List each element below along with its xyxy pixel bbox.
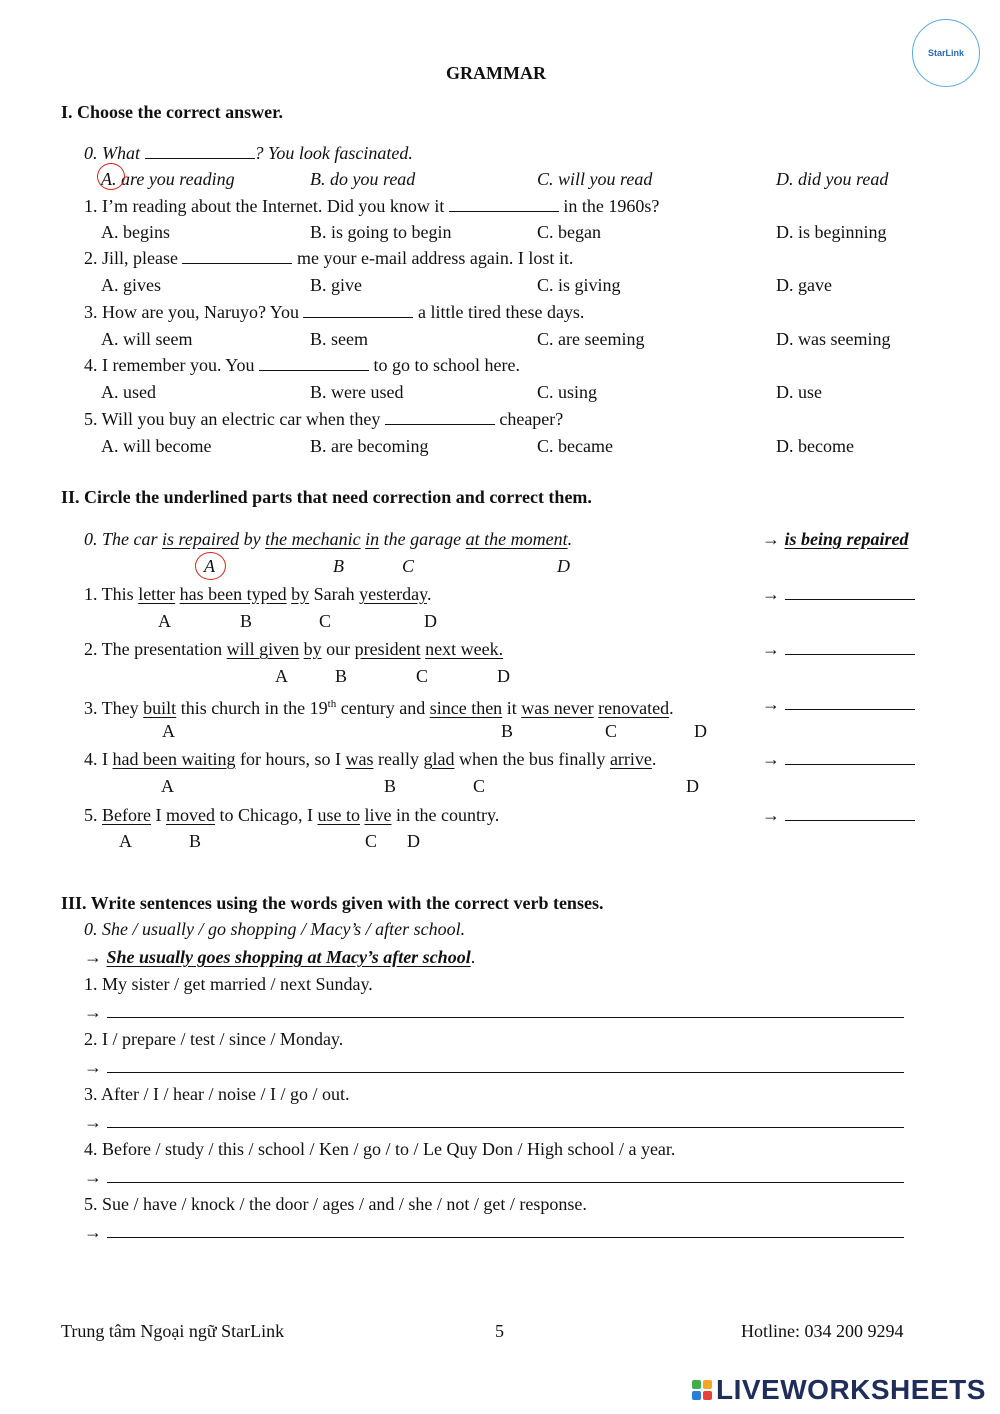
answer-blank[interactable]: [449, 196, 559, 212]
s1-example-question: [84, 142, 413, 164]
option[interactable]: B. are becoming: [310, 436, 429, 456]
text: I: [150, 805, 166, 825]
letter: B: [501, 721, 514, 741]
underlined-part[interactable]: live: [364, 805, 392, 825]
arrow-icon: →: [762, 529, 780, 549]
question-text: 5. Will you buy an electric car when they: [84, 409, 381, 429]
s3-answer-line-2: [84, 1056, 904, 1078]
underlined-part[interactable]: moved: [165, 805, 215, 825]
s1-example-pre: 0. What: [84, 143, 140, 163]
answer-line[interactable]: [107, 1112, 904, 1128]
text: by: [239, 529, 266, 549]
option[interactable]: D. is beginning: [776, 222, 887, 242]
s1-example-opt-a: A. are you reading: [101, 169, 235, 189]
underlined-part[interactable]: by: [303, 639, 322, 659]
letter: D: [694, 721, 707, 741]
letter: A: [158, 611, 171, 631]
text: in the country.: [391, 805, 500, 825]
option[interactable]: D. use: [776, 382, 822, 402]
s3-answer-line-4: [84, 1166, 904, 1188]
question-text: 1. I’m reading about the Internet. Did you know it: [84, 196, 445, 216]
s3-prompt-5: 5. Sue / have / knock / the door / ages / and / she / not / get / response.: [84, 1194, 587, 1214]
s2-sentence-2: [84, 638, 503, 660]
question-text: cheaper?: [499, 409, 564, 429]
letter: B: [240, 611, 253, 631]
s3-example-answer: → She usually goes shopping at Macy’s after school.: [84, 947, 476, 967]
underlined-part[interactable]: by: [291, 584, 310, 604]
arrow-icon: →: [84, 1057, 102, 1077]
letter: A: [119, 831, 132, 851]
letter: C: [319, 611, 332, 631]
answer-blank[interactable]: [785, 639, 915, 655]
option[interactable]: A. gives: [101, 275, 161, 295]
option[interactable]: B. give: [310, 275, 362, 295]
letter: C: [473, 776, 486, 796]
text: .: [567, 529, 573, 549]
text: .: [669, 698, 674, 718]
option[interactable]: C. became: [537, 436, 613, 456]
option[interactable]: A. will become: [101, 436, 212, 456]
underlined-part[interactable]: use to: [317, 805, 360, 825]
answer-line[interactable]: [107, 1222, 904, 1238]
text: 4. I: [84, 749, 113, 769]
answer-blank[interactable]: [785, 805, 915, 821]
s2-answer-4: [762, 748, 915, 770]
s1-question-3: [84, 301, 584, 323]
s2-sentence-5: [84, 804, 499, 826]
text: .: [651, 749, 657, 769]
option[interactable]: B. seem: [310, 329, 368, 349]
text: really: [373, 749, 424, 769]
underlined-part[interactable]: next week.: [425, 639, 504, 659]
letter: A: [161, 776, 174, 796]
underlined-part[interactable]: Before: [102, 805, 151, 825]
underlined-part[interactable]: letter: [138, 584, 176, 604]
option[interactable]: A. used: [101, 382, 156, 402]
answer-blank[interactable]: [259, 355, 369, 371]
s2-sentence-1: [84, 583, 431, 605]
s1-question-5: [84, 408, 563, 430]
underlined-part[interactable]: was never: [521, 698, 594, 718]
s3-prompt-3: 3. After / I / hear / noise / I / go / out.: [84, 1084, 350, 1104]
letter: D: [557, 556, 570, 576]
letter: D: [407, 831, 420, 851]
text: 5.: [84, 805, 102, 825]
s2-answer-1: [762, 583, 915, 605]
underlined-part[interactable]: was: [345, 749, 374, 769]
s2-example-sentence: [84, 528, 572, 550]
text: 1. This: [84, 584, 139, 604]
letter: D: [686, 776, 699, 796]
option[interactable]: D. gave: [776, 275, 832, 295]
answer-blank[interactable]: [182, 248, 292, 264]
option[interactable]: C. is giving: [537, 275, 621, 295]
letter: C: [365, 831, 378, 851]
answer-blank[interactable]: [145, 143, 255, 159]
letter: C: [416, 666, 429, 686]
answer-blank[interactable]: [303, 302, 413, 318]
answer-blank[interactable]: [785, 584, 915, 600]
s2-answer-5: [762, 804, 915, 826]
question-text: in the 1960s?: [563, 196, 660, 216]
s2-answer-2: [762, 638, 915, 660]
option[interactable]: A. begins: [101, 222, 170, 242]
s2-example-answer: [762, 528, 909, 550]
letter: B: [384, 776, 397, 796]
text: our: [321, 639, 355, 659]
question-text: to go to school here.: [373, 355, 520, 375]
footer-center-name: Trung tâm Ngoại ngữ StarLink: [61, 1321, 285, 1341]
s3-prompt-2: 2. I / prepare / test / since / Monday.: [84, 1029, 344, 1049]
red-circle-mark: [97, 163, 125, 190]
example-answer: She usually goes shopping at Macy’s after school: [106, 947, 471, 967]
text: to Chicago, I: [214, 805, 318, 825]
text: .: [426, 584, 432, 604]
logo-text: StarLink: [927, 48, 964, 58]
s3-prompt-1: 1. My sister / get married / next Sunday.: [84, 974, 373, 994]
option[interactable]: C. began: [537, 222, 601, 242]
text: 0. The car: [84, 529, 162, 549]
s3-example-prompt: 0. She / usually / go shopping / Macy’s / after school.: [84, 919, 466, 939]
arrow-icon: →: [84, 1112, 102, 1132]
option[interactable]: A. will seem: [101, 329, 193, 349]
s3-answer-line-1: [84, 1001, 904, 1023]
liveworksheets-grid-icon: [692, 1380, 712, 1400]
section1-heading: I. Choose the correct answer.: [61, 102, 283, 122]
option[interactable]: D. become: [776, 436, 854, 456]
option[interactable]: B. were used: [310, 382, 404, 402]
s1-question-1: [84, 195, 659, 217]
underlined-part[interactable]: yesterday: [359, 584, 427, 604]
question-text: me your e-mail address again. I lost it.: [296, 248, 574, 268]
letter: D: [497, 666, 510, 686]
arrow-icon: →: [84, 1167, 102, 1187]
text: this church in the 19: [176, 698, 328, 718]
example-answer: is being repaired: [784, 529, 909, 549]
s1-example-opt-b: B. do you read: [310, 169, 416, 189]
answer-line[interactable]: [107, 1002, 904, 1018]
answer-line[interactable]: [107, 1057, 904, 1073]
letter: B: [333, 556, 344, 576]
letter: D: [424, 611, 437, 631]
s3-answer-line-5: [84, 1221, 904, 1243]
s1-question-2: [84, 247, 573, 269]
underlined-part: in: [365, 529, 380, 549]
arrow-icon: →: [84, 1002, 102, 1022]
question-text: a little tired these days.: [417, 302, 585, 322]
page-number: 5: [495, 1321, 504, 1341]
underlined-part[interactable]: has been typed: [179, 584, 287, 604]
letter: A: [275, 666, 288, 686]
arrow-icon: →: [762, 639, 780, 659]
text: 3. They: [84, 698, 144, 718]
arrow-icon: →: [762, 694, 780, 714]
starlink-logo: [912, 19, 980, 87]
question-text: 3. How are you, Naruyo? You: [84, 302, 299, 322]
underlined-part[interactable]: had been waiting: [112, 749, 236, 769]
answer-blank[interactable]: [785, 749, 915, 765]
arrow-icon: →: [762, 749, 780, 769]
s1-example-post: ? You look fascinated.: [254, 143, 413, 163]
letter: B: [189, 831, 202, 851]
s3-prompt-4: 4. Before / study / this / school / Ken / go / to / Le Quy Don / High school / a year.: [84, 1139, 676, 1159]
option[interactable]: B. is going to begin: [310, 222, 452, 242]
red-circle-mark: [195, 552, 226, 580]
answer-blank[interactable]: [385, 409, 495, 425]
answer-blank[interactable]: [785, 694, 915, 710]
section3-heading: III. Write sentences using the words given with the correct verb tenses.: [61, 893, 604, 913]
letter: C: [605, 721, 618, 741]
option[interactable]: C. are seeming: [537, 329, 645, 349]
arrow-icon: →: [84, 947, 102, 967]
liveworksheets-logo: [692, 1374, 986, 1406]
s1-example-opt-d: D. did you read: [776, 169, 889, 189]
s1-question-4: [84, 354, 520, 376]
answer-line[interactable]: [107, 1167, 904, 1183]
text: 2. The presentation: [84, 639, 227, 659]
text: the garage: [379, 529, 466, 549]
underlined-part[interactable]: renovated: [598, 698, 670, 718]
underlined-part[interactable]: will given: [226, 639, 300, 659]
text: Sarah: [309, 584, 360, 604]
underlined-part[interactable]: glad: [423, 749, 455, 769]
letter: A: [162, 721, 175, 741]
letter: A: [204, 556, 215, 576]
s2-answer-3: [762, 693, 915, 715]
s1-example-opt-c: C. will you read: [537, 169, 653, 189]
text: when the bus finally: [454, 749, 610, 769]
underlined-part: at the moment: [465, 529, 568, 549]
underlined-part[interactable]: president: [354, 639, 421, 659]
underlined-part: is repaired: [162, 529, 240, 549]
option[interactable]: C. using: [537, 382, 598, 402]
letter: C: [402, 556, 415, 576]
letter: B: [335, 666, 348, 686]
superscript: th: [327, 698, 337, 710]
footer-hotline: Hotline: 034 200 9294: [741, 1321, 904, 1341]
liveworksheets-text: LIVEWORKSHEETS: [716, 1374, 986, 1405]
option[interactable]: D. was seeming: [776, 329, 891, 349]
question-text: 2. Jill, please: [84, 248, 178, 268]
arrow-icon: →: [762, 805, 780, 825]
arrow-icon: →: [84, 1222, 102, 1242]
s2-sentence-3: [84, 693, 674, 719]
question-text: 4. I remember you. You: [84, 355, 255, 375]
underlined-part[interactable]: since then: [429, 698, 503, 718]
arrow-icon: →: [762, 584, 780, 604]
underlined-part[interactable]: arrive: [609, 749, 652, 769]
page-title: GRAMMAR: [446, 63, 546, 83]
s3-answer-line-3: [84, 1111, 904, 1133]
underlined-part: the mechanic: [265, 529, 361, 549]
text: for hours, so I: [235, 749, 346, 769]
section2-heading: II. Circle the underlined parts that need correction and correct them.: [61, 487, 592, 507]
underlined-part[interactable]: built: [143, 698, 177, 718]
s2-sentence-4: [84, 748, 656, 770]
text: it: [502, 698, 522, 718]
text: century and: [336, 698, 430, 718]
